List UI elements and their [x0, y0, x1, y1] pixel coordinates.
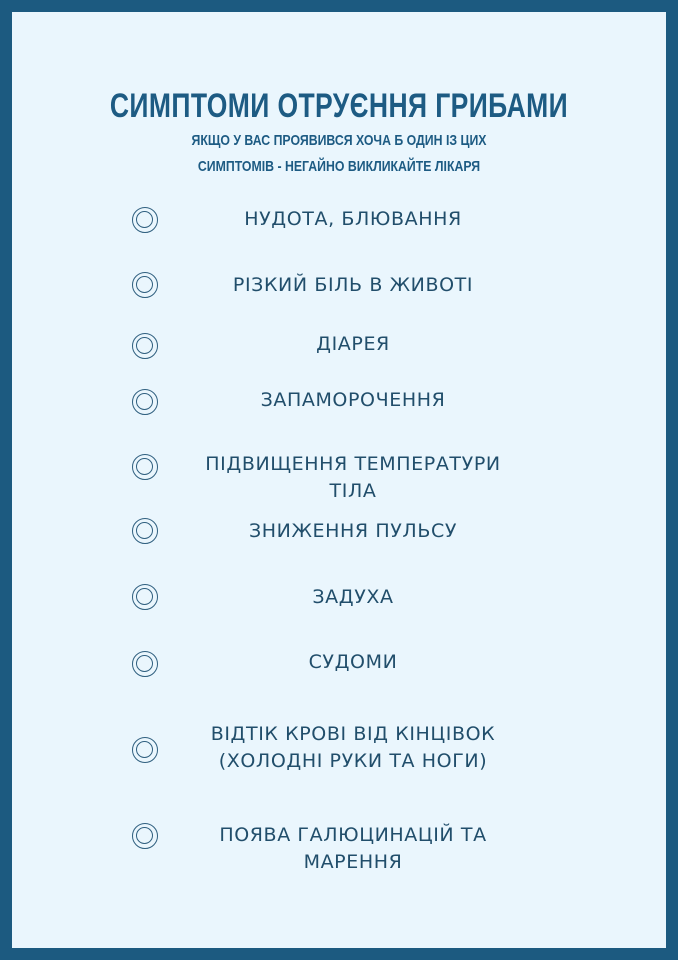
- symptom-label: [180, 518, 526, 545]
- symptom-line-1: ЗАПАМОРОЧЕННЯ: [260, 389, 446, 411]
- circle-bullet-icon: [132, 333, 158, 359]
- subtitle-line-2: СИМПТОМІВ - НЕГАЙНО ВИКЛИКАЙТЕ ЛІКАРЯ: [197, 158, 481, 175]
- symptom-label: [180, 451, 526, 505]
- subtitle-line-1: ЯКЩО У ВАС ПРОЯВИВСЯ ХОЧА Б ОДИН ІЗ ЦИХ: [191, 132, 487, 149]
- symptom-label: [180, 822, 526, 876]
- symptom-line-1: ДІАРЕЯ: [316, 333, 390, 355]
- page-title: СИМПТОМИ ОТРУЄННЯ ГРИБАМИ: [109, 87, 569, 125]
- symptom-label: [180, 206, 526, 233]
- circle-bullet-icon: [132, 454, 158, 480]
- circle-bullet-icon: [132, 823, 158, 849]
- circle-bullet-icon: [132, 518, 158, 544]
- symptom-label: [180, 584, 526, 611]
- symptom-line-1: ЗНИЖЕННЯ ПУЛЬСУ: [249, 520, 457, 542]
- circle-bullet-icon: [132, 584, 158, 610]
- circle-bullet-icon: [132, 651, 158, 677]
- symptom-line-1: ПІДВИЩЕННЯ ТЕМПЕРАТУРИ: [205, 453, 501, 475]
- symptom-line-1: РІЗКИЙ БІЛЬ В ЖИВОТІ: [232, 274, 474, 296]
- symptom-line-2: МАРЕННЯ: [303, 851, 403, 873]
- symptom-label: [180, 721, 526, 775]
- circle-bullet-icon: [132, 389, 158, 415]
- symptom-line-2: (ХОЛОДНІ РУКИ ТА НОГИ): [218, 750, 488, 772]
- symptom-label: [180, 331, 526, 358]
- symptom-line-2: ТІЛА: [329, 480, 377, 502]
- symptom-line-1: ВІДТІК КРОВІ ВІД КІНЦІВОК: [210, 723, 496, 745]
- circle-bullet-icon: [132, 737, 158, 763]
- symptom-label: [180, 272, 526, 299]
- symptom-line-1: ЗАДУХА: [312, 586, 394, 608]
- symptom-label: [180, 649, 526, 676]
- circle-bullet-icon: [132, 272, 158, 298]
- symptom-line-1: ПОЯВА ГАЛЮЦИНАЦІЙ ТА: [219, 824, 487, 846]
- symptom-line-1: СУДОМИ: [308, 651, 398, 673]
- symptom-label: [180, 387, 526, 414]
- circle-bullet-icon: [132, 207, 158, 233]
- symptom-line-1: НУДОТА, БЛЮВАННЯ: [244, 208, 462, 230]
